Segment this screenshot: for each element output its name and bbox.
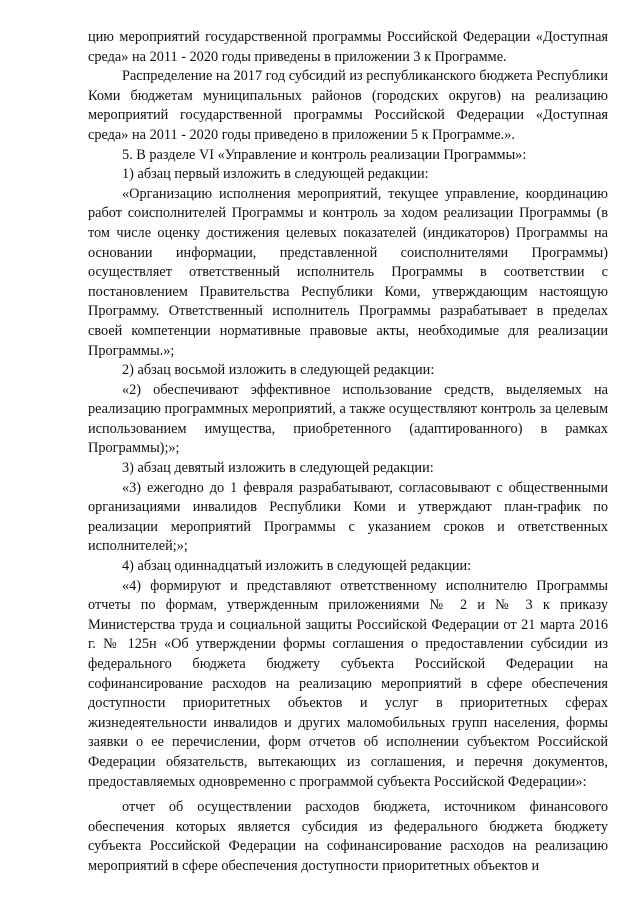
paragraph-section-vi: 5. В разделе VI «Управление и контроль реализации Программы»: [122, 146, 527, 163]
paragraph-item-4: 4) абзац одиннадцатый изложить в следующей редакции: [122, 558, 472, 575]
paragraph-item-4-text: «4) формируют и представляют ответственному исполнителю Программы отчеты по формам, утвержденным приложениями № 2 и № 3 к приказу Министерства труда и социальной защиты Российской Федерации от 21 марта 2016 г. № 125н «Об утверждении формы соглашения о предоставлении субсидии из федерального бюджета бюджету субъекта Российской Федерации на софинансирование расходов на реализацию мероприятий в сфере обеспечения доступности приоритетных объектов и услуг в приоритетных сферах жизнедеятельности инвалидов и других маломобильных групп населения, формы заявки о ее перечислении, форм отчетов об исполнении субъектом Российской Федерации обязательств, вытекающих из соглашения, и перечня документов, предоставляемых одновременно с программой субъекта Российской Федерации»: [88, 577, 608, 790]
paragraph-item-1-text: «Организацию исполнения мероприятий, текущее управление, координацию работ соисполнителей Программы и контроль за ходом реализации Программы (в том числе оценку достижения целевых показателей (индикаторов) Программы на основании информации, представленной соисполнителями Программы) осуществляет ответственный исполнитель Программы в соответствии с постановлением Правительства Республики Коми, утверждающим настоящую Программу. Ответственный исполнитель Программы разрабатывает в пределах своей компетенции нормативные правовые акты, необходимые для реализации Программы.»; [88, 185, 608, 359]
paragraph-item-2: 2) абзац восьмой изложить в следующей редакции: [122, 362, 435, 379]
paragraph-item-1: 1) абзац первый изложить в следующей редакции: [122, 166, 429, 183]
paragraph-item-3: 3) абзац девятый изложить в следующей редакции: [122, 460, 434, 477]
paragraph-item-3-text: «3) ежегодно до 1 февраля разрабатывают, согласовывают с общественными организациями инвалидов Республики Коми и утверждают план-график по реализации мероприятий Программы с указанием сроков и ответственных исполнителей;»; [88, 479, 608, 555]
paragraph-continuation: цию мероприятий государственной программы Российской Федерации «Доступная среда» на 2011 - 2020 годы приведены в приложении 3 к Программе. [88, 29, 608, 65]
paragraph-subsidy-distribution: Распределение на 2017 год субсидий из республиканского бюджета Республики Коми бюджетам муниципальных районов (городских округов) на реализацию мероприятий государственной программы Российской Федерации «Доступная среда» на 2011 - 2020 годы приведено в приложении 5 к Программе.». [88, 68, 608, 143]
paragraph-item-2-text: «2) обеспечивают эффективное использование средств, выделяемых на реализацию программных мероприятий, а также осуществляют контроль за целевым использованием имущества, приобретенного (адаптированного) в рамках Программы);»; [88, 381, 608, 457]
paragraph-report: отчет об осуществлении расходов бюджета, источником финансового обеспечения которых является субсидия из федерального бюджета бюджету субъекта Российской Федерации на софинансирование расходов на реализацию мероприятий в сфере обеспечения доступности приоритетных объектов и [88, 799, 608, 874]
